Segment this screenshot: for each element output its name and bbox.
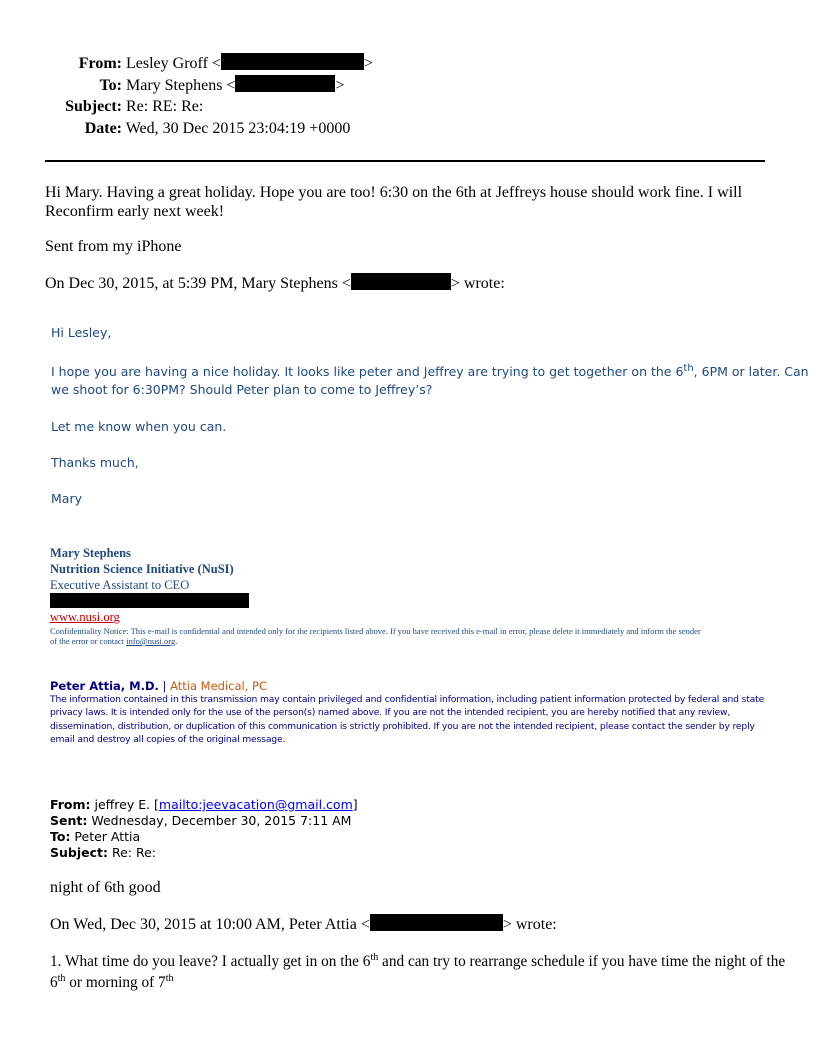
conf-text-b: of the error or contact (50, 636, 127, 646)
redaction-bar (235, 75, 335, 92)
header-divider (45, 160, 765, 162)
signature-org: Nutrition Science Initiative (NuSI) (50, 562, 234, 576)
quote-intro-text: On Dec 30, 2015, at 5:39 PM, Mary Stephens < (45, 275, 351, 292)
subject-value: Re: RE: Re: (126, 98, 204, 115)
signature-block (50, 545, 234, 593)
mary-paragraph-3: Thanks much, (51, 455, 139, 470)
fwd-sent-value: Wednesday, December 30, 2015 7:11 AM (87, 813, 352, 828)
item1-d: or morning of 7 (65, 974, 166, 991)
fwd-to-label: To: (50, 829, 71, 844)
signature-name: Mary Stephens (50, 546, 131, 560)
attia-name: Peter Attia, M.D. (50, 679, 159, 693)
redaction-bar (351, 273, 451, 290)
date-label: Date: (84, 120, 122, 137)
fwd-from-value: jeffrey E. [ (90, 797, 159, 812)
attia-list-item-1 (50, 951, 786, 993)
attia-disclaimer (50, 693, 785, 746)
from-value: Lesley Groff < (126, 55, 221, 72)
to-label: To: (99, 77, 122, 94)
info-email-link[interactable]: info@nusi.org (126, 636, 176, 646)
para1-sup: th (683, 362, 694, 374)
attia-quote-text: On Wed, Dec 30, 2015 at 10:00 AM, Peter Attia < (50, 916, 370, 933)
header-from-row (0, 53, 373, 74)
item1-sup3: th (165, 972, 174, 984)
fwd-to-value: Peter Attia (70, 829, 141, 844)
fwd-subject-label: Subject: (50, 845, 108, 860)
forwarded-header (50, 797, 358, 861)
conf-text-a: Confidentiality Notice: This e-mail is confidential and intended only for the recipients listed above. If you have received this e-mail in error, please delete it immediately and inform the sender (50, 626, 701, 636)
signature-title: Executive Assistant to CEO (50, 578, 190, 592)
disclaimer-line-4: email and destroy all copies of the original message. (50, 733, 286, 745)
header-date-row (0, 119, 350, 139)
mary-signoff: Mary (51, 491, 82, 506)
item1-a: 1. What time do you leave? I actually get in on the 6 (50, 953, 371, 970)
redaction-bar (370, 914, 503, 931)
reply-body (45, 183, 785, 221)
quote-intro (45, 273, 505, 293)
fwd-from-label: From: (50, 797, 91, 812)
item1-b: and can try to rearrange schedule if you have time the night of the (378, 953, 786, 970)
mary-paragraph-1 (51, 362, 809, 399)
confidentiality-notice (50, 626, 780, 646)
to-value: Mary Stephens < (126, 77, 236, 94)
subject-label: Subject: (65, 98, 122, 115)
fwd-from-end: ] (352, 797, 358, 812)
attia-company: Attia Medical, PC (170, 679, 268, 693)
website-link[interactable]: www.nusi.org (50, 610, 120, 624)
date-value: Wed, 30 Dec 2015 23:04:19 +0000 (125, 120, 351, 137)
mary-paragraph-2: Let me know when you can. (51, 419, 227, 434)
quote-intro-end: > wrote: (450, 275, 505, 292)
item1-sup: th (370, 951, 379, 963)
to-close: > (335, 77, 345, 94)
attia-quote-end: > wrote: (502, 916, 557, 933)
reply-line-1: Hi Mary. Having a great holiday. Hope you are too! 6:30 on the 6th at Jeffreys house should work fine. I will (45, 184, 743, 201)
fwd-sent-label: Sent: (50, 813, 88, 828)
item1-sup2: th (57, 972, 66, 984)
jeffrey-body: night of 6th good (50, 879, 161, 896)
disclaimer-line-2: privacy laws. It is intended only for the use of the person(s) named above. If you are not the intended recipient, you are hereby notified that any review, (50, 707, 731, 719)
redaction-bar (50, 593, 249, 608)
mary-greeting: Hi Lesley, (51, 325, 112, 340)
from-label: From: (78, 55, 122, 72)
disclaimer-line-3: dissemination, distribution, or duplication of this communication is strictly prohibited. If you are not the intended recipient, please contact the sender by reply (50, 720, 755, 732)
redaction-bar (221, 53, 364, 70)
header-subject-row (0, 97, 203, 117)
fwd-subject-value: Re: Re: (108, 845, 156, 860)
para1-c: we shoot for 6:30PM? Should Peter plan to come to Jeffrey’s? (51, 382, 433, 397)
from-close: > (363, 55, 373, 72)
header-to-row (0, 75, 344, 96)
attia-separator: | (158, 679, 171, 693)
sent-from: Sent from my iPhone (45, 238, 182, 255)
para1-b: , 6PM or later. Can (693, 364, 809, 379)
item1-c: 6 (50, 974, 58, 991)
disclaimer-line-1: The information contained in this transmission may contain privileged and confidential information, including patient information protected by federal and state (50, 694, 765, 705)
conf-text-c: . (175, 636, 178, 646)
attia-quote-intro (50, 914, 557, 934)
para1-a: I hope you are having a nice holiday. It looks like peter and Jeffrey are trying to get together on the 6 (51, 364, 684, 379)
reply-line-2: Reconfirm early next week! (45, 203, 225, 220)
mailto-link[interactable]: mailto:jeevacation@gmail.com (158, 797, 353, 812)
